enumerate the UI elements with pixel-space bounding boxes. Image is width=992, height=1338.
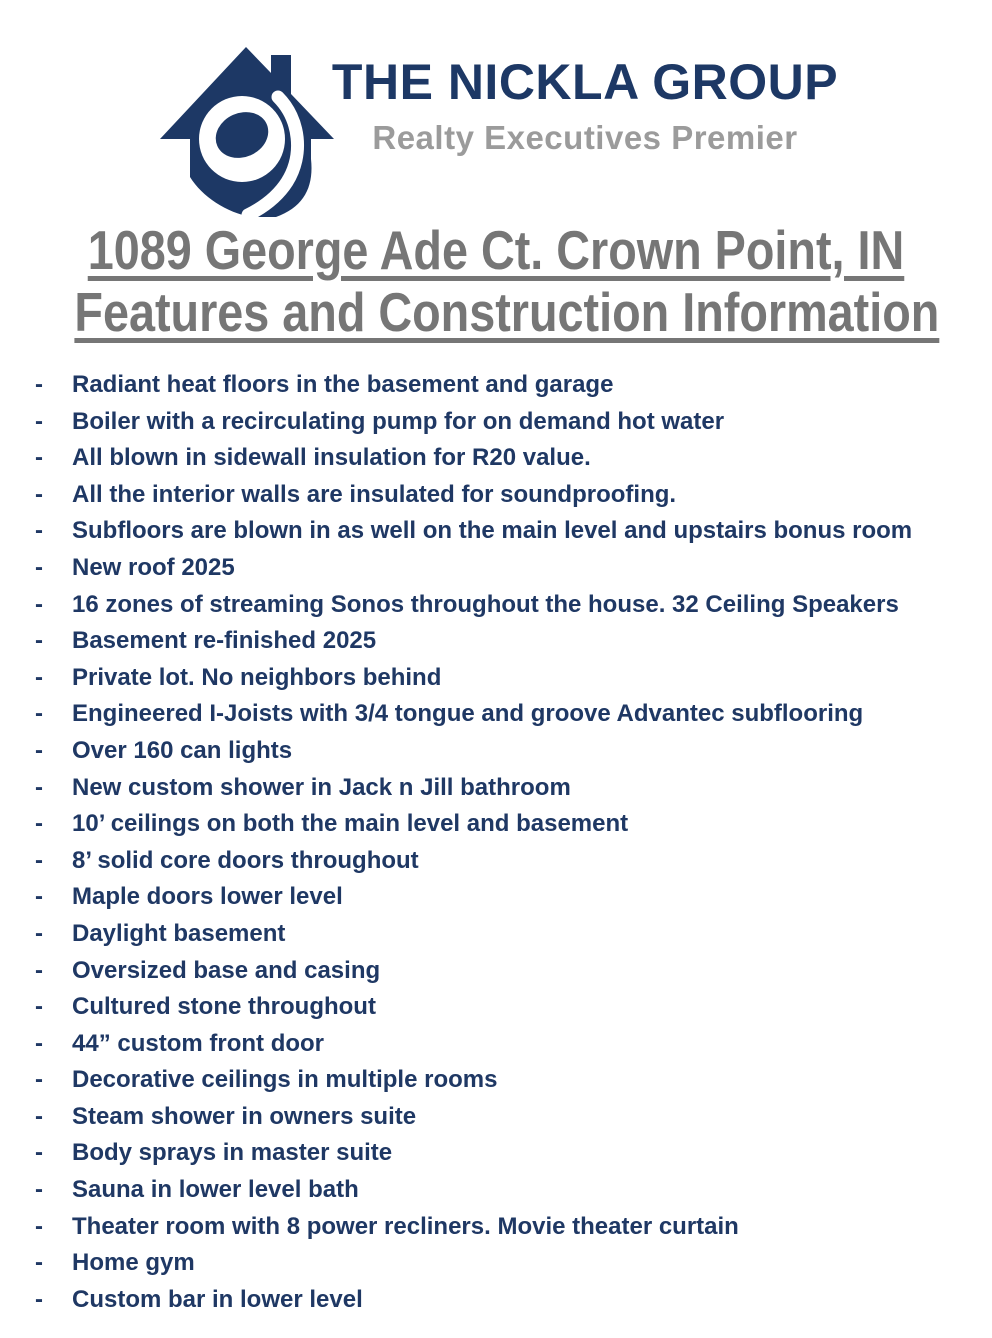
document-title — [0, 219, 992, 343]
list-item — [35, 770, 992, 807]
features-list — [0, 367, 992, 1318]
feature-text: Radiant heat floors in the basement and garage — [72, 371, 614, 398]
title-address-line: 1089 George Ade Ct. Crown Point, IN — [87, 219, 905, 281]
list-item — [35, 843, 992, 880]
feature-text: 8’ solid core doors throughout — [72, 846, 419, 874]
feature-text: New custom shower in Jack n Jill bathroom — [72, 773, 571, 801]
bullet-dash-icon: - — [35, 846, 43, 874]
bullet-dash-icon: - — [35, 1139, 43, 1167]
feature-text: Daylight basement — [72, 919, 286, 947]
list-item — [35, 404, 992, 441]
bullet-dash-icon: - — [35, 1029, 43, 1057]
feature-text: Engineered I-Joists with 3/4 tongue and groove Advantec subflooring — [72, 700, 864, 728]
feature-text: All blown in sidewall insulation for R20 value. — [72, 444, 591, 472]
feature-text: 16 zones of streaming Sonos throughout the house. 32 Ceiling Speakers — [72, 590, 899, 618]
nickla-group-logo-icon — [154, 27, 344, 217]
feature-text: 10’ ceilings on both the main level and basement — [72, 810, 629, 838]
brand-tagline: Realty Executives Premier — [372, 119, 798, 156]
bullet-dash-icon: - — [35, 810, 43, 838]
bullet-dash-icon: - — [35, 663, 43, 691]
list-item — [35, 916, 992, 953]
list-item — [35, 587, 992, 624]
bullet-dash-icon: - — [35, 993, 43, 1021]
bullet-dash-icon: - — [35, 773, 43, 801]
list-item — [35, 879, 992, 916]
list-item — [35, 440, 992, 477]
bullet-dash-icon: - — [35, 371, 43, 398]
bullet-dash-icon: - — [35, 1285, 43, 1313]
feature-text: Sauna in lower level bath — [72, 1176, 359, 1204]
feature-text: Body sprays in master suite — [72, 1139, 393, 1167]
list-item — [35, 513, 992, 550]
bullet-dash-icon: - — [35, 700, 43, 728]
bullet-dash-icon: - — [35, 517, 43, 545]
bullet-dash-icon: - — [35, 407, 43, 435]
feature-text: Theater room with 8 power recliners. Movie theater curtain — [72, 1212, 739, 1240]
list-item — [35, 1172, 992, 1209]
list-item — [35, 1062, 992, 1099]
feature-text: 44” custom front door — [72, 1029, 325, 1057]
bullet-dash-icon: - — [35, 919, 43, 947]
list-item — [35, 1026, 992, 1063]
feature-text: Oversized base and casing — [72, 956, 381, 984]
feature-text: Over 160 can lights — [72, 736, 293, 764]
feature-text: Steam shower in owners suite — [72, 1102, 417, 1130]
bullet-dash-icon: - — [35, 553, 43, 581]
feature-text: Cultured stone throughout — [72, 993, 376, 1021]
feature-text: New roof 2025 — [72, 553, 235, 581]
bullet-dash-icon: - — [35, 1102, 43, 1130]
feature-text: All the interior walls are insulated for soundproofing. — [72, 480, 677, 508]
feature-text: Private lot. No neighbors behind — [72, 663, 442, 691]
bullet-dash-icon: - — [35, 1066, 43, 1094]
brand-text-block — [332, 27, 838, 157]
list-item — [35, 1209, 992, 1246]
list-item — [35, 806, 992, 843]
list-item — [35, 623, 992, 660]
list-item — [35, 660, 992, 697]
bullet-dash-icon: - — [35, 1249, 43, 1277]
list-item — [35, 1135, 992, 1172]
list-item — [35, 1245, 992, 1282]
list-item — [35, 733, 992, 770]
brand-name: THE NICKLA GROUP — [331, 54, 839, 110]
list-item — [35, 550, 992, 587]
bullet-dash-icon: - — [35, 444, 43, 472]
bullet-dash-icon: - — [35, 883, 43, 911]
list-item — [35, 1099, 992, 1136]
feature-text: Basement re-finished 2025 — [72, 627, 377, 655]
list-item — [35, 1282, 992, 1319]
feature-text: Subfloors are blown in as well on the main level and upstairs bonus room — [72, 517, 913, 545]
title-subject-line: Features and Construction Information — [74, 281, 940, 343]
list-item — [35, 477, 992, 514]
feature-text: Maple doors lower level — [72, 883, 343, 911]
feature-text: Boiler with a recirculating pump for on demand hot water — [72, 407, 725, 435]
feature-text: Home gym — [72, 1249, 195, 1277]
bullet-dash-icon: - — [35, 1176, 43, 1204]
feature-text: Custom bar in lower level — [72, 1285, 363, 1313]
list-item — [35, 696, 992, 733]
bullet-dash-icon: - — [35, 1212, 43, 1240]
bullet-dash-icon: - — [35, 627, 43, 655]
bullet-dash-icon: - — [35, 590, 43, 618]
bullet-dash-icon: - — [35, 480, 43, 508]
list-item — [35, 367, 992, 404]
bullet-dash-icon: - — [35, 956, 43, 984]
brand-header — [0, 0, 992, 215]
bullet-dash-icon: - — [35, 736, 43, 764]
feature-text: Decorative ceilings in multiple rooms — [72, 1066, 498, 1094]
list-item — [35, 989, 992, 1026]
list-item — [35, 953, 992, 990]
